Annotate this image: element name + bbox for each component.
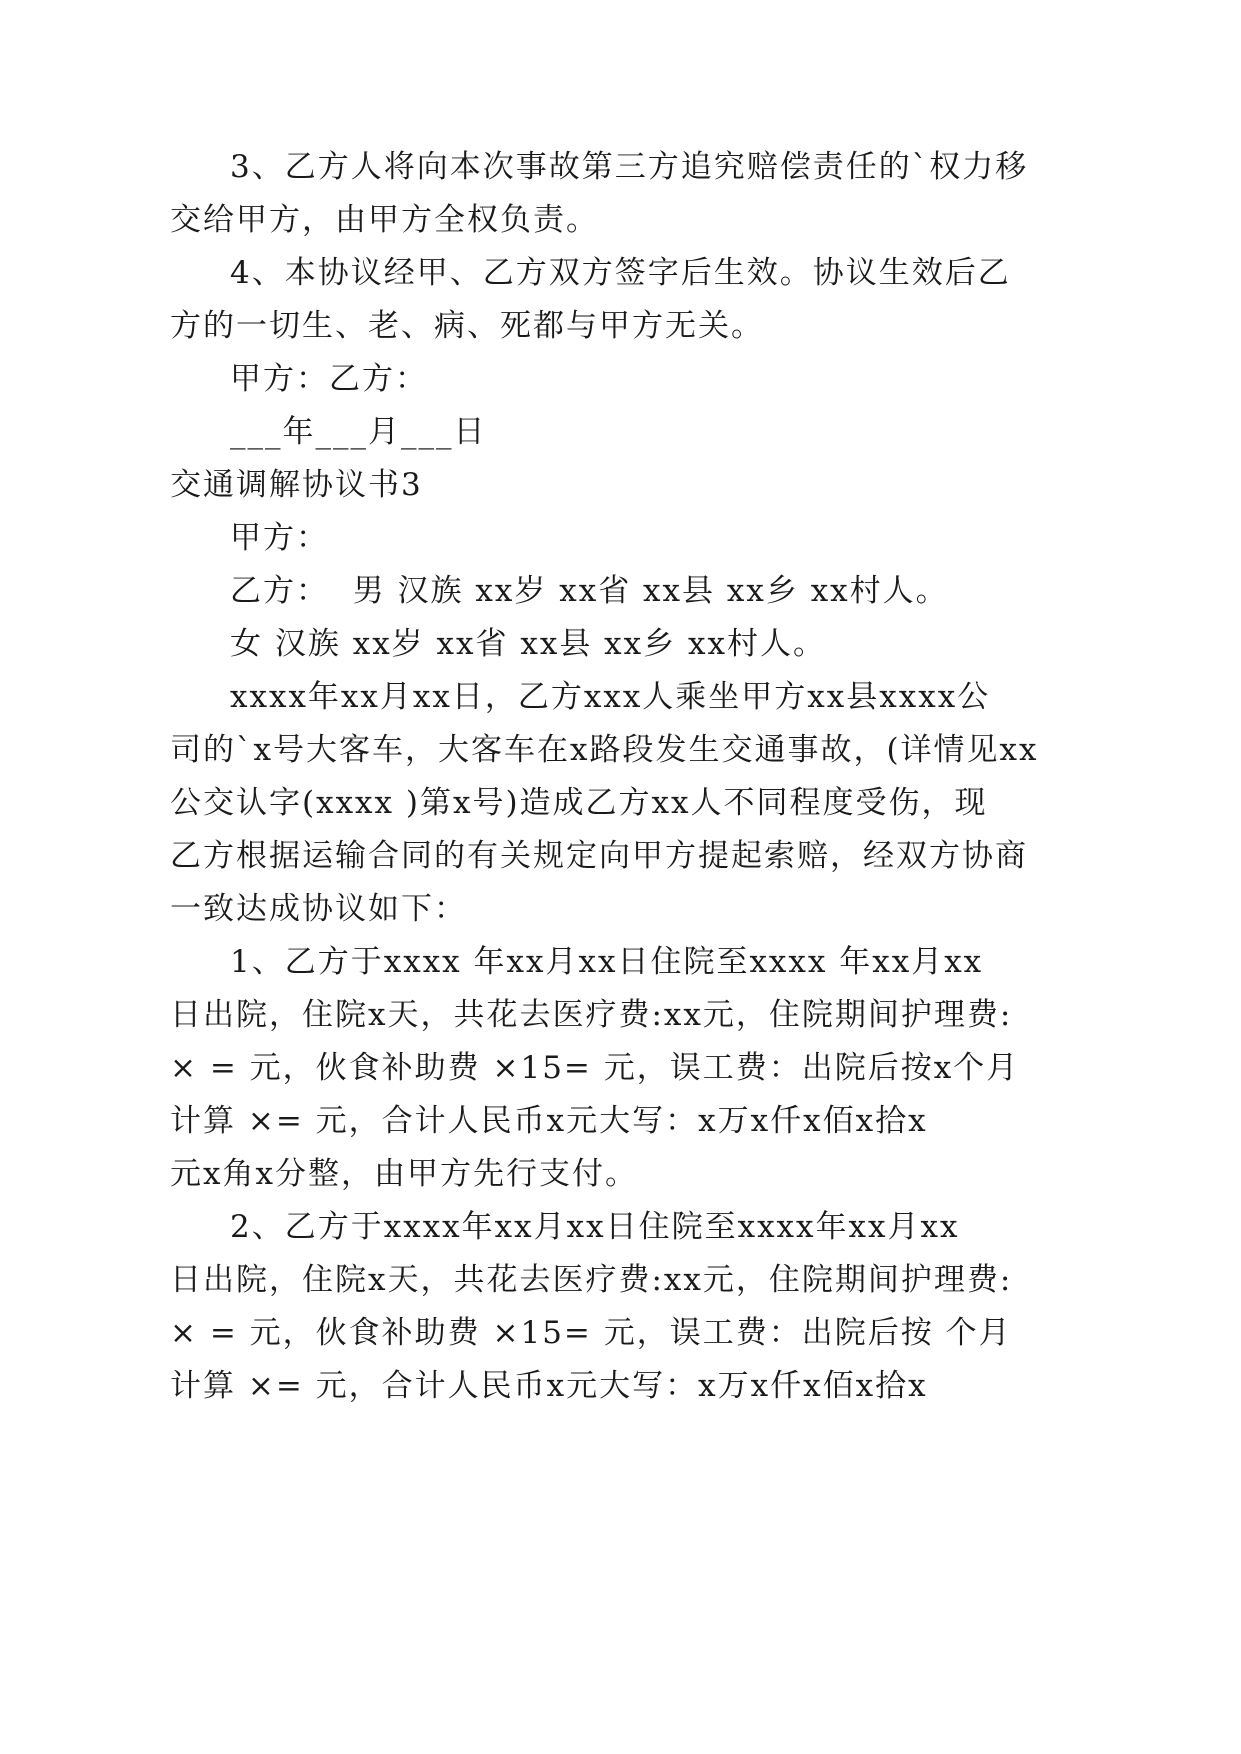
clause-1-line-2: 日出院，住院x天，共花去医疗费:xx元，住院期间护理费: [170,997,1013,1033]
clause-2-line-3: × = 元，伙食补助费 ×15= 元，误工费：出院后按 个月 [170,1315,1012,1351]
party-b-female: 女 汉族 xx岁 xx省 xx县 xx乡 xx村人。 [230,626,826,662]
signature-parties: 甲方：乙方： [230,361,428,397]
clause-2-line-2: 日出院，住院x天，共花去医疗费:xx元，住院期间护理费: [170,1262,1013,1298]
party-a: 甲方： [230,520,329,556]
paragraph-3-line-2: 交给甲方，由甲方全权负责。 [170,202,599,238]
clause-2-line-4: 计算 ×= 元，合计人民币x元大写：x万x仟x佰x拾x [170,1368,928,1404]
paragraph-3-line-1: 3、乙方人将向本次事故第三方追究赔偿责任的`权力移 [230,149,1029,185]
incident-line-1: xxxx年xx月xx日，乙方xxx人乘坐甲方xx县xxxx公 [230,679,991,715]
incident-line-2: 司的`x号大客车，大客车在x路段发生交通事故，(详情见xx [170,732,1039,768]
clause-2-line-1: 2、乙方于xxxx年xx月xx日住院至xxxx年xx月xx [230,1209,960,1245]
clause-1-line-1: 1、乙方于xxxx 年xx月xx日住院至xxxx 年xx月xx [230,944,984,980]
clause-1-line-4: 计算 ×= 元，合计人民币x元大写：x万x仟x佰x拾x [170,1103,928,1139]
paragraph-4-line-1: 4、本协议经甲、乙方双方签字后生效。协议生效后乙 [230,255,1011,291]
incident-line-3: 公交认字(xxxx )第x号)造成乙方xx人不同程度受伤，现 [170,785,988,821]
incident-line-4: 乙方根据运输合同的有关规定向甲方提起索赔，经双方协商 [170,838,1028,874]
incident-line-5: 一致达成协议如下： [170,891,467,927]
party-b-male: 乙方： 男 汉族 xx岁 xx省 xx县 xx乡 xx村人。 [230,573,949,609]
clause-1-line-5: 元x角x分整，由甲方先行支付。 [170,1156,638,1192]
section-title: 交通调解协议书3 [170,467,423,503]
signature-date: ___年___月___日 [230,414,487,450]
clause-1-line-3: × = 元，伙食补助费 ×15= 元，误工费：出院后按x个月 [170,1050,1020,1086]
paragraph-4-line-2: 方的一切生、老、病、死都与甲方无关。 [170,308,764,344]
